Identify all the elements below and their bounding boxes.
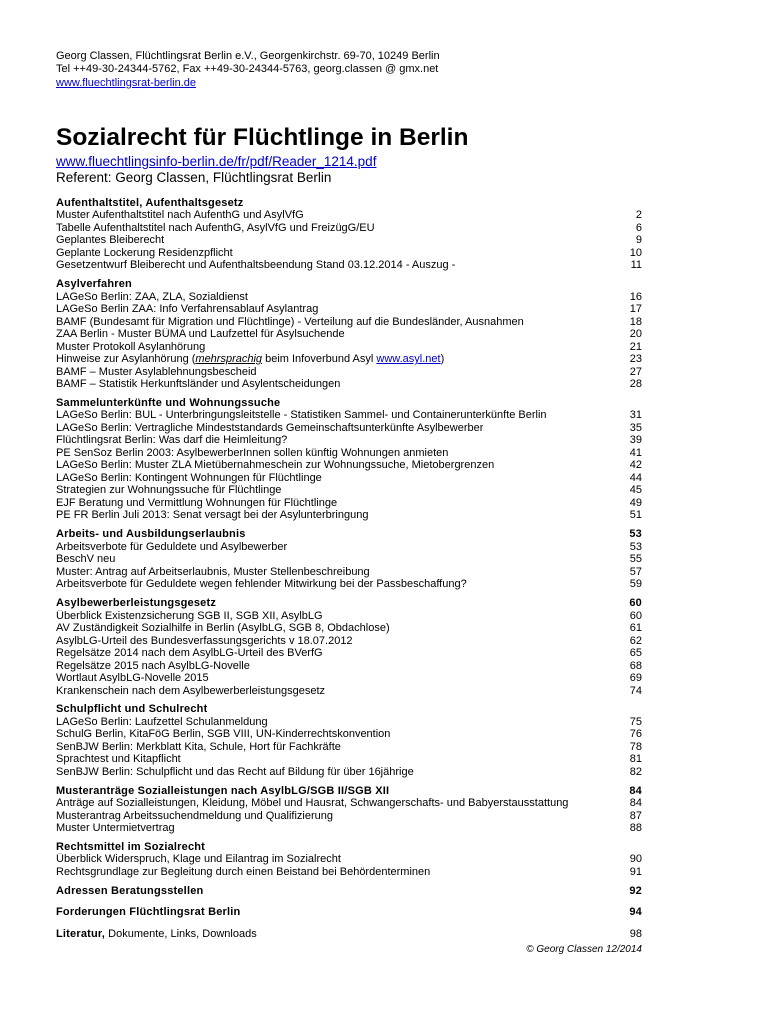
toc-entry-label: Geplante Lockerung Residenzpflicht: [56, 246, 233, 259]
toc-entry-page: 17: [629, 303, 642, 316]
toc-entry[interactable]: [56, 459, 642, 472]
section-heading-page: 84: [629, 784, 642, 797]
page-title: Sozialrecht für Flüchtlinge in Berlin: [56, 123, 469, 151]
toc-entry[interactable]: [56, 622, 642, 635]
toc-entry-page: 41: [629, 446, 642, 459]
section-heading-label: Sammelunterkünfte und Wohnungssuche: [56, 396, 281, 409]
toc-entry[interactable]: [56, 866, 642, 879]
toc-entry[interactable]: [56, 797, 642, 810]
toc-entry-page: 74: [629, 684, 642, 697]
section-heading-page: [636, 197, 642, 210]
section-heading-page: 94: [629, 906, 642, 919]
section-heading[interactable]: [56, 785, 642, 798]
toc-entry-label: Muster: Antrag auf Arbeitserlaubnis, Muster Stellenbeschreibung: [56, 565, 370, 578]
toc-entry-page: 28: [629, 378, 642, 391]
toc-entry-page: 51: [629, 509, 642, 522]
toc-entry-label: LAGeSo Berlin: Vertragliche Mindeststandards Gemeinschaftsunterkünfte Asylbewerber: [56, 421, 484, 434]
toc-entry-page: 76: [629, 728, 642, 741]
header-contact: Tel ++49-30-24344-5762, Fax ++49-30-24344-5763, georg.classen @ gmx.net: [56, 63, 439, 76]
toc-entry[interactable]: [56, 541, 642, 554]
toc-entry[interactable]: [56, 353, 642, 366]
toc-entry[interactable]: [56, 209, 642, 222]
toc-entry-emphasis: mehrsprachig: [195, 353, 263, 366]
toc-entry-page: 84: [629, 797, 642, 810]
section-heading-label: Arbeits- und Ausbildungserlaubnis: [56, 528, 246, 541]
toc-entry[interactable]: [56, 553, 642, 566]
toc-entry-label: Überblick Existenzsicherung SGB II, SGB XII, AsylbLG: [56, 609, 323, 622]
toc-entry[interactable]: [56, 647, 642, 660]
toc-entry-page: 11: [630, 259, 642, 272]
toc-entry[interactable]: [56, 316, 642, 329]
toc-entry-page: 75: [629, 715, 642, 728]
toc-entry[interactable]: [56, 378, 642, 391]
toc-entry[interactable]: [56, 822, 642, 835]
section-heading-label: Rechtsmittel im Sozialrecht: [56, 840, 206, 853]
toc-entry[interactable]: [56, 853, 642, 866]
toc-entry-label: ZAA Berlin - Muster BÜMA und Laufzettel für Asylsuchende: [56, 328, 345, 341]
toc-entry[interactable]: [56, 259, 642, 272]
section-heading-page: [636, 397, 642, 410]
toc-entry-page: 9: [635, 234, 642, 247]
toc-entry-label: LAGeSo Berlin: Muster ZLA Mietübernahmeschein zur Wohnungssuche, Mietobergrenzen: [56, 459, 495, 472]
toc-entry[interactable]: [56, 578, 642, 591]
toc-entry-page: 23: [629, 353, 642, 366]
section-heading[interactable]: [56, 528, 642, 541]
toc-entry[interactable]: [56, 484, 642, 497]
toc-entry-label: EJF Beratung und Vermittlung Wohnungen für Flüchtlinge: [56, 496, 338, 509]
toc-entry-label: Regelsätze 2015 nach AsylbLG-Novelle: [56, 659, 250, 672]
toc-entry-label: Tabelle Aufenthaltstitel nach AufenthG, AsylVfG und FreizügG/EU: [56, 221, 375, 234]
toc-entry-label: [56, 353, 444, 366]
toc-section: [56, 197, 642, 272]
toc-entry[interactable]: [56, 291, 642, 304]
toc-entry-page: 78: [629, 740, 642, 753]
toc-entry[interactable]: [56, 303, 642, 316]
toc-entry-page: 21: [629, 340, 642, 353]
toc-entry-page: 39: [629, 434, 642, 447]
section-heading-page: [636, 703, 642, 716]
toc-entry[interactable]: [56, 728, 642, 741]
toc-entry-page: 88: [629, 822, 642, 835]
section-heading[interactable]: [56, 278, 642, 291]
toc-entry-label: Gesetzentwurf Bleiberecht und Aufenthaltsbeendung Stand 03.12.2014 - Auszug -: [56, 259, 456, 272]
section-heading-page: [636, 278, 642, 291]
copyright-footer: © Georg Classen 12/2014: [526, 944, 642, 955]
toc-entry-page: 44: [629, 471, 642, 484]
toc-entry[interactable]: [56, 234, 642, 247]
toc-entry[interactable]: [56, 222, 642, 235]
toc-section: [56, 597, 642, 697]
toc-entry-page: 90: [629, 853, 642, 866]
toc-entry[interactable]: [56, 341, 642, 354]
toc-entry-page: 20: [629, 328, 642, 341]
toc-entry-page: 60: [629, 609, 642, 622]
section-heading-label: Musteranträge Sozialleistungen nach AsylbLG/SGB II/SGB XII: [56, 784, 390, 797]
document-page: [56, 50, 642, 940]
toc-entry-page: 65: [629, 647, 642, 660]
section-heading-label: Adressen Beratungsstellen: [56, 884, 204, 897]
toc-entry-label: SchulG Berlin, KitaFöG Berlin, SGB VIII, UN-Kinderrechtskonvention: [56, 728, 391, 741]
literatur-row[interactable]: [56, 928, 642, 941]
toc-entry-page: 69: [629, 672, 642, 685]
toc-section: [56, 841, 642, 879]
toc-entry-text-part: beim Infoverbund Asyl: [262, 353, 377, 366]
toc-entry-label: Strategien zur Wohnungssuche für Flüchtlinge: [56, 484, 282, 497]
toc-entry[interactable]: [56, 610, 642, 623]
table-of-contents: [56, 197, 642, 940]
section-heading[interactable]: [56, 597, 642, 610]
toc-entry-text-part: Hinweise zur Asylanhörung (: [56, 353, 196, 366]
toc-entry[interactable]: [56, 409, 642, 422]
toc-entry-label: PE SenSoz Berlin 2003: AsylbewerberInnen sollen künftig Wohnungen anmieten: [56, 446, 449, 459]
section-heading-label: Asylbewerberleistungsgesetz: [56, 597, 217, 610]
toc-entry-page: 59: [629, 578, 642, 591]
toc-entry-label: Sprachtest und Kitapflicht: [56, 753, 181, 766]
toc-entry-page: 87: [629, 809, 642, 822]
toc-entry-page: 53: [629, 540, 642, 553]
toc-section: [56, 906, 642, 919]
toc-entry[interactable]: [56, 672, 642, 685]
toc-section: [56, 885, 642, 898]
toc-entry-page: 18: [629, 315, 642, 328]
toc-entry-label: SenBJW Berlin: Merkblatt Kita, Schule, Hort für Fachkräfte: [56, 740, 341, 753]
toc-entry[interactable]: [56, 247, 642, 260]
toc-section: [56, 703, 642, 778]
toc-entry-page: 82: [629, 765, 642, 778]
toc-entry-page: 81: [629, 753, 642, 766]
toc-entry-label: Muster Untermietvertrag: [56, 822, 175, 835]
toc-entry-label: LAGeSo Berlin: ZAA, ZLA, Sozialdienst: [56, 290, 248, 303]
toc-entry[interactable]: [56, 447, 642, 460]
toc-entry-page: 55: [629, 553, 642, 566]
section-heading-label: Schulpflicht und Schulrecht: [56, 703, 208, 716]
toc-entry-page: 31: [629, 409, 642, 422]
toc-entry[interactable]: [56, 509, 642, 522]
toc-section: [56, 278, 642, 391]
header-address: Georg Classen, Flüchtlingsrat Berlin e.V., Georgenkirchstr. 69-70, 10249 Berlin: [56, 50, 440, 62]
toc-entry-label: AsylbLG-Urteil des Bundesverfassungsgerichts v 18.07.2012: [56, 634, 353, 647]
toc-entry-page: 45: [629, 484, 642, 497]
toc-entry[interactable]: [56, 434, 642, 447]
literatur-rest: Dokumente, Links, Downloads: [105, 927, 257, 940]
document-url-link[interactable]: www.fluechtlingsinfo-berlin.de/fr/pdf/Reader_1214.pdf: [56, 153, 377, 169]
toc-entry-label: Regelsätze 2014 nach dem AsylbLG-Urteil des BVerfG: [56, 647, 323, 660]
toc-entry-label: Krankenschein nach dem Asylbewerberleistungsgesetz: [56, 684, 326, 697]
toc-entry-label: Arbeitsverbote für Geduldete und Asylbewerber: [56, 540, 288, 553]
section-heading[interactable]: [56, 885, 642, 898]
toc-entry-label: Flüchtlingsrat Berlin: Was darf die Heimleitung?: [56, 434, 288, 447]
toc-entry[interactable]: [56, 766, 642, 779]
toc-entry[interactable]: [56, 328, 642, 341]
section-heading-page: 92: [629, 884, 642, 897]
section-heading-page: [636, 841, 642, 854]
toc-entry-label: LAGeSo Berlin ZAA: Info Verfahrensablauf Asylantrag: [56, 303, 319, 316]
referent-line: Referent: Georg Classen, Flüchtlingsrat Berlin: [56, 169, 332, 185]
section-heading-page: 60: [629, 597, 642, 610]
section-heading-label: Asylverfahren: [56, 278, 132, 291]
toc-entry-label: LAGeSo Berlin: Kontingent Wohnungen für Flüchtlinge: [56, 471, 322, 484]
toc-entry-label: SenBJW Berlin: Schulpflicht und das Recht auf Bildung für über 16jährige: [56, 765, 414, 778]
section-heading[interactable]: [56, 397, 642, 410]
literatur-page: 98: [629, 927, 642, 940]
toc-entry-label: Wortlaut AsylbLG-Novelle 2015: [56, 672, 209, 685]
toc-entry[interactable]: [56, 660, 642, 673]
toc-entry[interactable]: [56, 566, 642, 579]
toc-entry-text-part: ): [440, 353, 445, 366]
toc-entry-label: LAGeSo Berlin: Laufzettel Schulanmeldung: [56, 715, 268, 728]
toc-entry[interactable]: [56, 753, 642, 766]
toc-section: [56, 397, 642, 522]
toc-entry-label: BAMF – Muster Asylablehnungsbescheid: [56, 365, 257, 378]
toc-entry-page: 61: [629, 622, 642, 635]
toc-entry-page: 49: [629, 496, 642, 509]
toc-entry-page: 42: [629, 459, 642, 472]
toc-entry-page: 57: [629, 565, 642, 578]
literatur-label: [56, 928, 257, 941]
toc-entry[interactable]: [56, 741, 642, 754]
toc-entry-page: 35: [629, 421, 642, 434]
toc-entry-page: 27: [629, 365, 642, 378]
toc-entry[interactable]: [56, 497, 642, 510]
toc-entry[interactable]: [56, 716, 642, 729]
section-heading-page: 53: [629, 528, 642, 541]
toc-entry-page: 10: [629, 246, 642, 259]
section-heading-label: Aufenthaltstitel, Aufenthaltsgesetz: [56, 196, 244, 209]
section-heading[interactable]: [56, 703, 642, 716]
toc-entry[interactable]: [56, 810, 642, 823]
toc-entry-label: PE FR Berlin Juli 2013: Senat versagt bei der Asylunterbringung: [56, 509, 369, 522]
section-heading[interactable]: [56, 906, 642, 919]
toc-entry-label: Geplantes Bleiberecht: [56, 234, 165, 247]
toc-entry[interactable]: [56, 472, 642, 485]
toc-entry-page: 91: [629, 865, 642, 878]
toc-entry-label: BAMF (Bundesamt für Migration und Flüchtlinge) - Verteilung auf die Bundesländer, Ausnahmen: [56, 315, 524, 328]
toc-section: [56, 528, 642, 591]
literatur-bold: Literatur,: [56, 927, 106, 940]
toc-entry-label: AV Zuständigkeit Sozialhilfe in Berlin (AsylbLG, SGB 8, Obdachlose): [56, 622, 390, 635]
toc-entry-label: Rechtsgrundlage zur Begleitung durch einen Beistand bei Behördenterminen: [56, 865, 431, 878]
toc-entry-page: 2: [635, 209, 642, 222]
toc-entry-label: Überblick Widerspruch, Klage und Eilantrag im Sozialrecht: [56, 853, 341, 866]
toc-section: [56, 785, 642, 835]
toc-entry-label: BeschV neu: [56, 553, 116, 566]
toc-entry-page: 6: [635, 221, 642, 234]
toc-entry-label: BAMF – Statistik Herkunftsländer und Asylentscheidungen: [56, 378, 341, 391]
toc-entry-label: Arbeitsverbote für Geduldete wegen fehlender Mitwirkung bei der Passbeschaffung?: [56, 578, 467, 591]
toc-entry-label: Muster Aufenthaltstitel nach AufenthG und AsylVfG: [56, 209, 304, 222]
header-website-link[interactable]: www.fluechtlingsrat-berlin.de: [56, 76, 197, 89]
section-heading-label: Forderungen Flüchtlingsrat Berlin: [56, 906, 241, 919]
toc-entry-page: 62: [629, 634, 642, 647]
toc-entry-page: 68: [629, 659, 642, 672]
toc-entry-page: 16: [629, 290, 642, 303]
toc-entry[interactable]: [56, 422, 642, 435]
toc-entry[interactable]: [56, 635, 642, 648]
toc-entry-label: LAGeSo Berlin: BUL - Unterbringungsleitstelle - Statistiken Sammel- und Containerunterkünfte Berlin: [56, 409, 547, 422]
toc-entry-label: Muster Protokoll Asylanhörung: [56, 340, 206, 353]
toc-entry[interactable]: [56, 685, 642, 698]
toc-entry-label: Anträge auf Sozialleistungen, Kleidung, Möbel und Hausrat, Schwangerschafts- und Babyerstausstattung: [56, 797, 569, 810]
section-heading[interactable]: [56, 197, 642, 210]
asyl-net-link[interactable]: www.asyl.net: [376, 353, 441, 366]
section-heading[interactable]: [56, 841, 642, 854]
toc-entry[interactable]: [56, 366, 642, 379]
toc-entry-label: Musterantrag Arbeitssuchendmeldung und Qualifizierung: [56, 809, 333, 822]
